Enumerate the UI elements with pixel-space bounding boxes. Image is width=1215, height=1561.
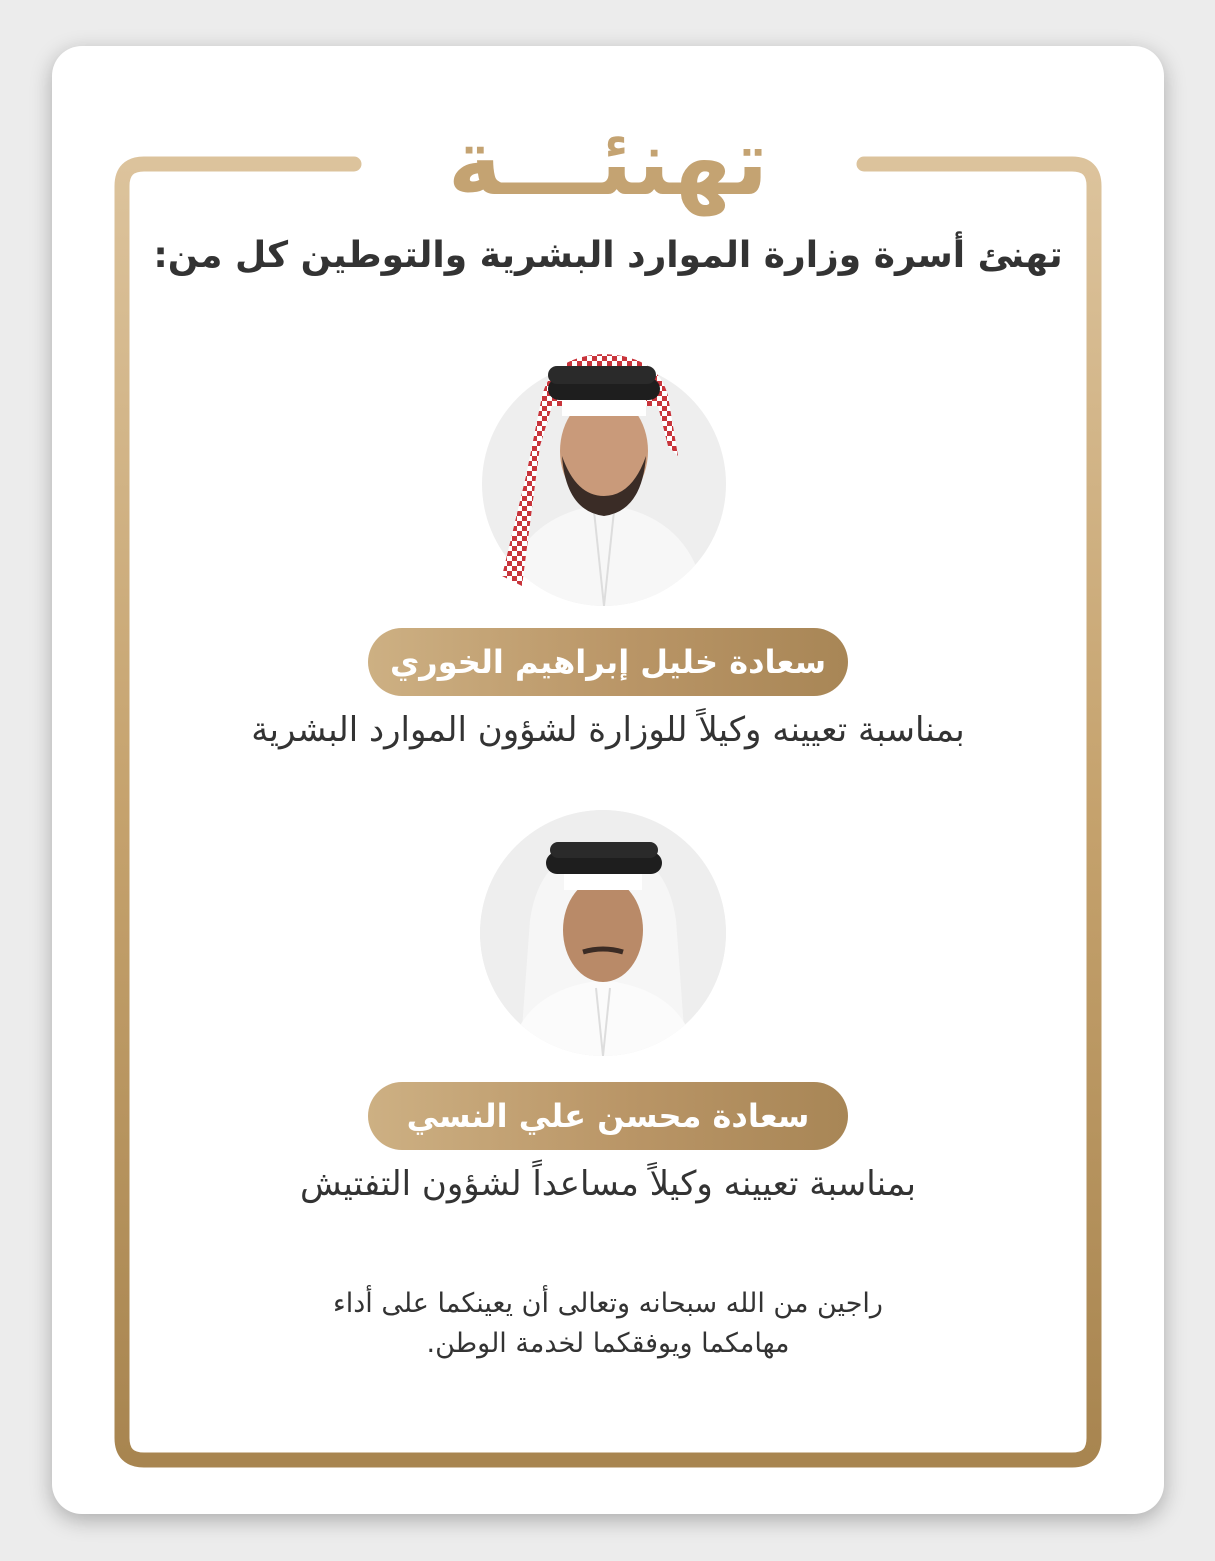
- closing-line-2: مهامكما ويوفقكما لخدمة الوطن.: [426, 1328, 790, 1359]
- portrait-white-ghutra-icon: [480, 810, 726, 1056]
- closing-text: [52, 1284, 1164, 1364]
- page-title: تهنئـــة: [447, 109, 769, 216]
- person-1-role: بمناسبة تعيينه وكيلاً للوزارة لشؤون الموارد البشرية: [251, 710, 965, 750]
- congratulation-card: [52, 46, 1164, 1514]
- person-1-name: سعادة خليل إبراهيم الخوري: [368, 628, 848, 696]
- portrait-red-ghutra-icon: [482, 336, 726, 606]
- person-2-role: بمناسبة تعيينه وكيلاً مساعداً لشؤون التفتيش: [299, 1164, 917, 1204]
- person-2-name: سعادة محسن علي النسي: [368, 1082, 848, 1150]
- intro-text: تهنئ أسرة وزارة الموارد البشرية والتوطين كل من:: [153, 235, 1063, 276]
- portrait-photo-2: [480, 810, 726, 1056]
- portrait-photo-1: [482, 336, 726, 606]
- closing-line-1: راجين من الله سبحانه وتعالى أن يعينكما على أداء: [333, 1288, 883, 1319]
